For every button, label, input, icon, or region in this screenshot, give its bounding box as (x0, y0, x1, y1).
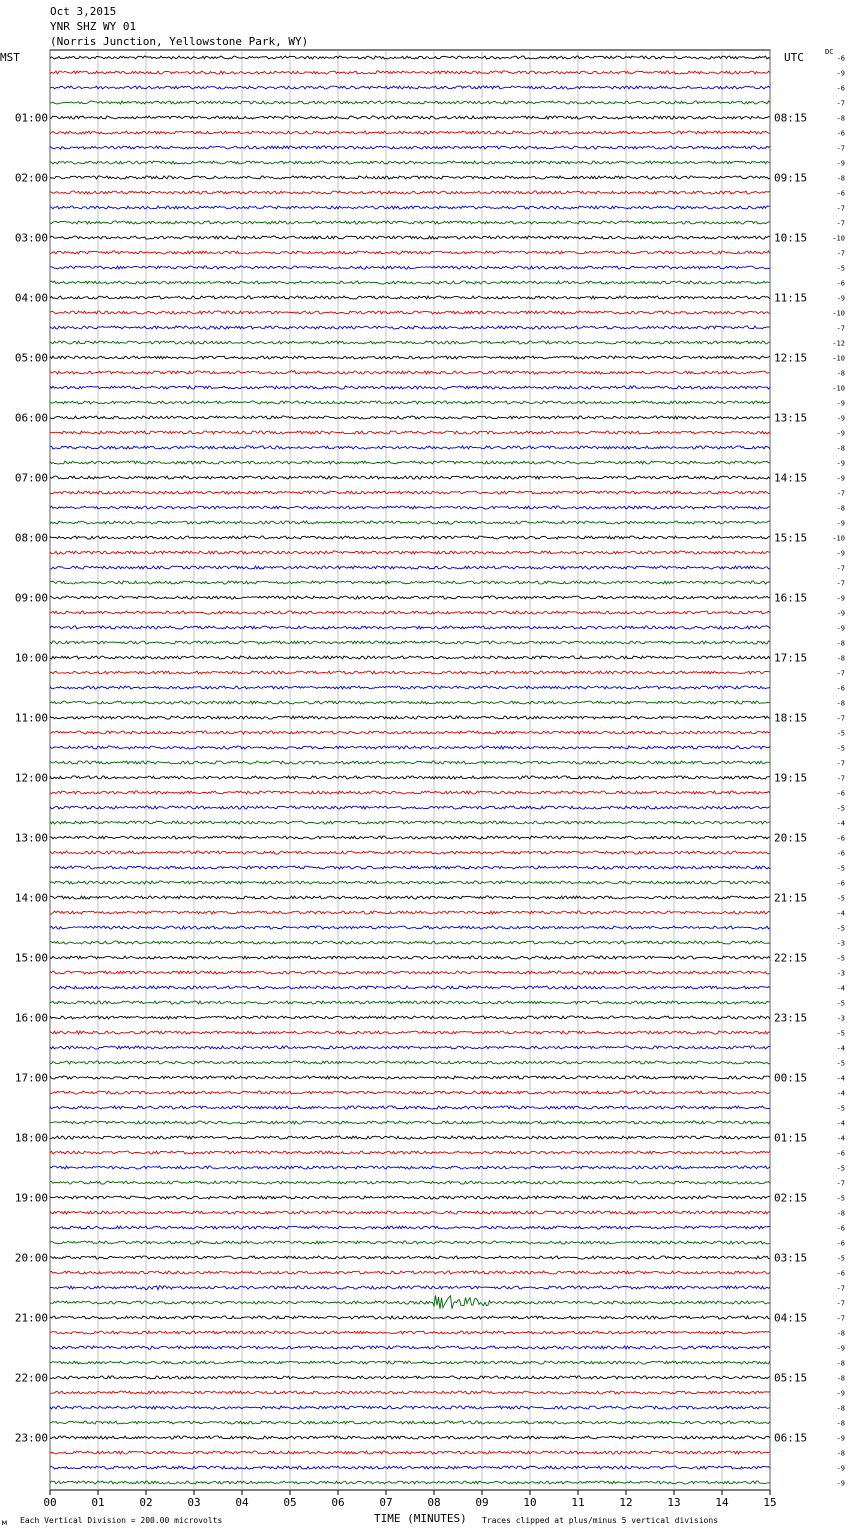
dc-offset-label: -7 (836, 1179, 845, 1188)
dc-offset-label: -8 (836, 1419, 845, 1428)
seismic-trace (50, 356, 770, 359)
x-tick-label: 14 (715, 1496, 729, 1509)
hour-label-utc: 02:15 (774, 1191, 808, 1205)
seismic-trace (50, 1451, 770, 1454)
hour-label-mst: 12:00 (14, 771, 48, 785)
seismic-trace (50, 236, 770, 239)
dc-offset-label: -5 (836, 894, 845, 903)
dc-offset-label: -9 (836, 624, 845, 633)
seismic-trace (50, 1316, 770, 1319)
dc-offset-label: -5 (836, 1194, 845, 1203)
hour-label-utc: 19:15 (774, 771, 808, 785)
hour-label-mst: 05:00 (14, 351, 48, 365)
seismic-trace (50, 1031, 770, 1034)
seismic-trace (50, 1421, 770, 1424)
hour-label-mst: 17:00 (14, 1071, 48, 1085)
dc-offset-label: -9 (836, 159, 845, 168)
seismic-trace (50, 1121, 770, 1124)
hour-label-utc: 20:15 (774, 831, 808, 845)
left-timezone: MST (0, 51, 20, 64)
seismic-trace (50, 1331, 770, 1334)
dc-offset-label: -8 (836, 1404, 845, 1413)
dc-offset-label: -5 (836, 1029, 845, 1038)
dc-offset-label: -6 (836, 1149, 845, 1158)
x-tick-label: 04 (235, 1496, 249, 1509)
seismic-trace (50, 566, 770, 569)
dc-offset-label: -9 (836, 519, 845, 528)
seismic-trace (50, 176, 770, 179)
seismic-trace (50, 341, 770, 344)
dc-offset-label: -9 (836, 474, 845, 483)
seismic-trace (50, 401, 770, 404)
dc-offset-label: -8 (836, 369, 845, 378)
hour-label-utc: 06:15 (774, 1431, 808, 1445)
seismic-trace (50, 476, 770, 479)
hour-label-utc: 04:15 (774, 1311, 808, 1325)
hour-label-utc: 01:15 (774, 1131, 808, 1145)
dc-offset-label: -5 (836, 729, 845, 738)
x-axis-title: TIME (MINUTES) (374, 1512, 467, 1525)
footer-mark: м (2, 1518, 7, 1527)
dc-offset-label: -10 (832, 234, 845, 243)
hour-label-utc: 22:15 (774, 951, 808, 965)
hour-label-mst: 19:00 (14, 1191, 48, 1205)
hour-label-utc: 00:15 (774, 1071, 808, 1085)
dc-offset-label: -6 (836, 189, 845, 198)
dc-offset-label: -6 (836, 1224, 845, 1233)
seismic-trace (50, 806, 770, 809)
seismic-trace (50, 1286, 770, 1290)
dc-offset-label: -7 (836, 1314, 845, 1323)
hour-label-utc: 10:15 (774, 231, 808, 245)
seismic-trace (50, 131, 770, 134)
dc-offset-label: -4 (836, 1044, 845, 1053)
dc-header: DC (825, 48, 834, 56)
seismic-trace (50, 776, 770, 779)
scale-note: Each Vertical Division = 200.00 microvolts (20, 1516, 223, 1525)
seismic-trace (50, 1256, 770, 1259)
hour-label-utc: 13:15 (774, 411, 808, 425)
seismic-trace (50, 1376, 770, 1379)
dc-offset-label: -9 (836, 294, 845, 303)
seismic-trace (50, 1391, 770, 1394)
seismic-trace (50, 1151, 770, 1154)
dc-offset-label: -9 (836, 549, 845, 558)
seismic-trace (50, 1406, 770, 1409)
seismic-trace (50, 1091, 770, 1094)
dc-offset-label: -4 (836, 1074, 845, 1083)
dc-offset-label: -9 (836, 429, 845, 438)
dc-offset-label: -8 (836, 1449, 845, 1458)
dc-offset-label: -5 (836, 804, 845, 813)
hour-label-utc: 18:15 (774, 711, 808, 725)
dc-offset-label: -6 (836, 834, 845, 843)
dc-offset-label: -8 (836, 174, 845, 183)
dc-offset-label: -10 (832, 384, 845, 393)
seismic-trace (50, 1061, 770, 1064)
seismic-trace (50, 371, 770, 374)
seismic-trace (50, 686, 770, 689)
seismic-trace (50, 326, 770, 329)
seismic-trace (50, 251, 770, 254)
seismic-trace (50, 836, 770, 839)
dc-offset-label: -6 (836, 684, 845, 693)
hour-label-utc: 12:15 (774, 351, 808, 365)
dc-offset-label: -6 (836, 849, 845, 858)
hour-label-mst: 23:00 (14, 1431, 48, 1445)
hour-label-mst: 09:00 (14, 591, 48, 605)
dc-offset-label: -9 (836, 1479, 845, 1488)
seismic-trace (50, 281, 770, 284)
seismic-trace (50, 881, 770, 884)
seismic-trace (50, 821, 770, 824)
dc-offset-label: -9 (836, 69, 845, 78)
hour-label-utc: 14:15 (774, 471, 808, 485)
dc-offset-label: -5 (836, 1164, 845, 1173)
seismic-trace (50, 506, 770, 509)
seismic-trace (50, 266, 770, 269)
dc-offset-label: -6 (836, 879, 845, 888)
dc-offset-label: -5 (836, 744, 845, 753)
seismic-trace (50, 911, 770, 914)
seismic-trace (50, 446, 770, 449)
seismic-trace (50, 536, 770, 539)
dc-offset-label: -9 (836, 1464, 845, 1473)
dc-offset-label: -3 (836, 939, 845, 948)
dc-offset-label: -8 (836, 699, 845, 708)
hour-label-mst: 22:00 (14, 1371, 48, 1385)
dc-offset-label: -3 (836, 969, 845, 978)
x-tick-label: 15 (763, 1496, 777, 1509)
dc-offset-label: -10 (832, 534, 845, 543)
dc-offset-label: -6 (836, 1269, 845, 1278)
seismic-trace (50, 431, 770, 434)
seismic-trace (50, 866, 770, 869)
seismic-trace (50, 581, 770, 584)
x-tick-label: 09 (475, 1496, 489, 1509)
dc-offset-label: -5 (836, 1254, 845, 1263)
seismic-trace (50, 1466, 770, 1469)
seismic-trace (50, 986, 770, 989)
dc-offset-label: -7 (836, 249, 845, 258)
hour-label-utc: 21:15 (774, 891, 808, 905)
seismic-trace (50, 626, 770, 629)
seismic-trace (50, 701, 770, 704)
hour-label-mst: 15:00 (14, 951, 48, 965)
hour-label-utc: 17:15 (774, 651, 808, 665)
seismic-trace (50, 641, 770, 644)
seismic-trace (50, 1481, 770, 1484)
dc-offset-label: -9 (836, 1434, 845, 1443)
dc-offset-label: -4 (836, 819, 845, 828)
clip-note: Traces clipped at plus/minus 5 vertical divisions (482, 1516, 719, 1525)
dc-offset-label: -9 (836, 1344, 845, 1353)
seismic-trace (50, 461, 770, 464)
dc-offset-label: -4 (836, 909, 845, 918)
seismic-trace (50, 551, 770, 554)
dc-offset-label: -8 (836, 1329, 845, 1338)
seismic-trace (50, 416, 770, 419)
hour-label-mst: 06:00 (14, 411, 48, 425)
hour-label-mst: 08:00 (14, 531, 48, 545)
seismic-trace (50, 1346, 770, 1349)
seismic-trace (50, 86, 770, 89)
dc-offset-label: -4 (836, 1089, 845, 1098)
seismic-trace (50, 1196, 770, 1199)
station-code: YNR SHZ WY 01 (50, 20, 137, 33)
seismic-trace (50, 1226, 770, 1229)
x-tick-label: 08 (427, 1496, 441, 1509)
seismic-trace (50, 146, 770, 149)
dc-offset-label: -5 (836, 1104, 845, 1113)
x-tick-label: 06 (331, 1496, 345, 1509)
dc-offset-label: -7 (836, 1284, 845, 1293)
dc-offset-label: -3 (836, 1014, 845, 1023)
seismic-trace (50, 851, 770, 854)
seismic-trace (50, 1181, 770, 1184)
dc-offset-label: -4 (836, 984, 845, 993)
dc-offset-label: -8 (836, 1209, 845, 1218)
hour-label-mst: 03:00 (14, 231, 48, 245)
dc-offset-label: -9 (836, 1389, 845, 1398)
hour-label-utc: 11:15 (774, 291, 808, 305)
dc-offset-label: -7 (836, 1299, 845, 1308)
seismic-trace (50, 1436, 770, 1439)
seismic-trace (50, 941, 770, 944)
x-tick-label: 00 (43, 1496, 57, 1509)
seismic-trace (50, 116, 770, 119)
seismic-trace (50, 656, 770, 659)
seismic-trace (50, 791, 770, 794)
dc-offset-label: -5 (836, 1059, 845, 1068)
station-location: (Norris Junction, Yellowstone Park, WY) (50, 35, 309, 48)
hour-label-mst: 10:00 (14, 651, 48, 665)
seismic-trace (50, 71, 770, 74)
dc-offset-label: -5 (836, 954, 845, 963)
right-timezone: UTC (784, 51, 804, 64)
hour-label-utc: 23:15 (774, 1011, 808, 1025)
dc-offset-label: -8 (836, 654, 845, 663)
x-tick-label: 03 (187, 1496, 201, 1509)
dc-offset-label: -5 (836, 999, 845, 1008)
dc-offset-label: -7 (836, 144, 845, 153)
seismic-trace (50, 1001, 770, 1004)
dc-offset-label: -9 (836, 459, 845, 468)
hour-label-mst: 14:00 (14, 891, 48, 905)
dc-offset-label: -7 (836, 564, 845, 573)
seismic-trace (50, 1271, 770, 1274)
dc-offset-label: -5 (836, 264, 845, 273)
hour-label-mst: 02:00 (14, 171, 48, 185)
hour-label-mst: 20:00 (14, 1251, 48, 1265)
dc-offset-label: -5 (836, 924, 845, 933)
seismic-trace (50, 1295, 770, 1309)
seismic-trace (50, 611, 770, 614)
hour-label-mst: 01:00 (14, 111, 48, 125)
x-tick-label: 02 (139, 1496, 153, 1509)
seismic-trace (50, 521, 770, 524)
dc-offset-label: -8 (836, 639, 845, 648)
dc-offset-label: -4 (836, 1119, 845, 1128)
seismic-trace (50, 671, 770, 674)
hour-label-mst: 13:00 (14, 831, 48, 845)
x-tick-label: 01 (91, 1496, 105, 1509)
hour-label-utc: 05:15 (774, 1371, 808, 1385)
dc-offset-label: -7 (836, 99, 845, 108)
seismic-trace (50, 926, 770, 929)
seismic-trace (50, 56, 770, 59)
hour-label-mst: 04:00 (14, 291, 48, 305)
seismic-trace (50, 386, 770, 389)
dc-offset-label: -7 (836, 714, 845, 723)
hour-label-utc: 03:15 (774, 1251, 808, 1265)
dc-offset-label: -10 (832, 354, 845, 363)
dc-offset-label: -6 (836, 54, 845, 63)
seismic-trace (50, 1361, 770, 1364)
seismic-trace (50, 1046, 770, 1049)
dc-offset-label: -9 (836, 414, 845, 423)
hour-label-mst: 21:00 (14, 1311, 48, 1325)
seismic-trace (50, 296, 770, 299)
hour-label-utc: 15:15 (774, 531, 808, 545)
hour-label-mst: 16:00 (14, 1011, 48, 1025)
hour-label-mst: 18:00 (14, 1131, 48, 1145)
hour-label-utc: 08:15 (774, 111, 808, 125)
dc-offset-label: -5 (836, 864, 845, 873)
seismic-trace (50, 746, 770, 749)
seismic-trace (50, 161, 770, 164)
dc-offset-label: -7 (836, 219, 845, 228)
seismic-trace (50, 101, 770, 104)
hour-label-utc: 16:15 (774, 591, 808, 605)
seismic-trace (50, 1166, 770, 1169)
dc-offset-label: -4 (836, 1134, 845, 1143)
x-tick-label: 05 (283, 1496, 297, 1509)
seismic-trace (50, 731, 770, 734)
seismic-trace (50, 896, 770, 899)
dc-offset-label: -6 (836, 129, 845, 138)
seismic-trace (50, 491, 770, 494)
seismic-trace (50, 221, 770, 224)
dc-offset-label: -8 (836, 114, 845, 123)
x-tick-label: 07 (379, 1496, 393, 1509)
dc-offset-label: -12 (832, 339, 845, 348)
seismic-trace (50, 761, 770, 764)
hour-label-mst: 11:00 (14, 711, 48, 725)
hour-label-utc: 09:15 (774, 171, 808, 185)
dc-offset-label: -8 (836, 1374, 845, 1383)
x-tick-label: 11 (571, 1496, 585, 1509)
seismic-trace (50, 311, 770, 314)
dc-offset-label: -7 (836, 204, 845, 213)
dc-offset-label: -7 (836, 669, 845, 678)
plot-date: Oct 3,2015 (50, 5, 117, 18)
dc-offset-label: -6 (836, 84, 845, 93)
dc-offset-label: -6 (836, 1239, 845, 1248)
x-tick-label: 10 (523, 1496, 537, 1509)
seismic-trace (50, 1016, 770, 1019)
seismic-trace (50, 1136, 770, 1139)
seismic-trace (50, 191, 770, 194)
seismic-trace (50, 1106, 770, 1109)
dc-offset-label: -6 (836, 789, 845, 798)
dc-offset-label: -9 (836, 399, 845, 408)
dc-offset-label: -7 (836, 324, 845, 333)
seismic-trace (50, 1076, 770, 1079)
seismic-trace (50, 716, 770, 719)
hour-label-mst: 07:00 (14, 471, 48, 485)
dc-offset-label: -8 (836, 1359, 845, 1368)
seismic-trace (50, 1241, 770, 1244)
dc-offset-label: -6 (836, 279, 845, 288)
seismic-trace (50, 956, 770, 959)
seismic-trace (50, 206, 770, 209)
x-tick-label: 13 (667, 1496, 681, 1509)
dc-offset-label: -9 (836, 609, 845, 618)
seismic-trace (50, 1211, 770, 1214)
dc-offset-label: -7 (836, 759, 845, 768)
dc-offset-label: -8 (836, 444, 845, 453)
seismic-trace (50, 596, 770, 599)
dc-offset-label: -9 (836, 594, 845, 603)
dc-offset-label: -8 (836, 504, 845, 513)
dc-offset-label: -7 (836, 774, 845, 783)
dc-offset-label: -7 (836, 579, 845, 588)
dc-offset-label: -10 (832, 309, 845, 318)
seismic-trace (50, 971, 770, 974)
dc-offset-label: -7 (836, 489, 845, 498)
x-tick-label: 12 (619, 1496, 633, 1509)
